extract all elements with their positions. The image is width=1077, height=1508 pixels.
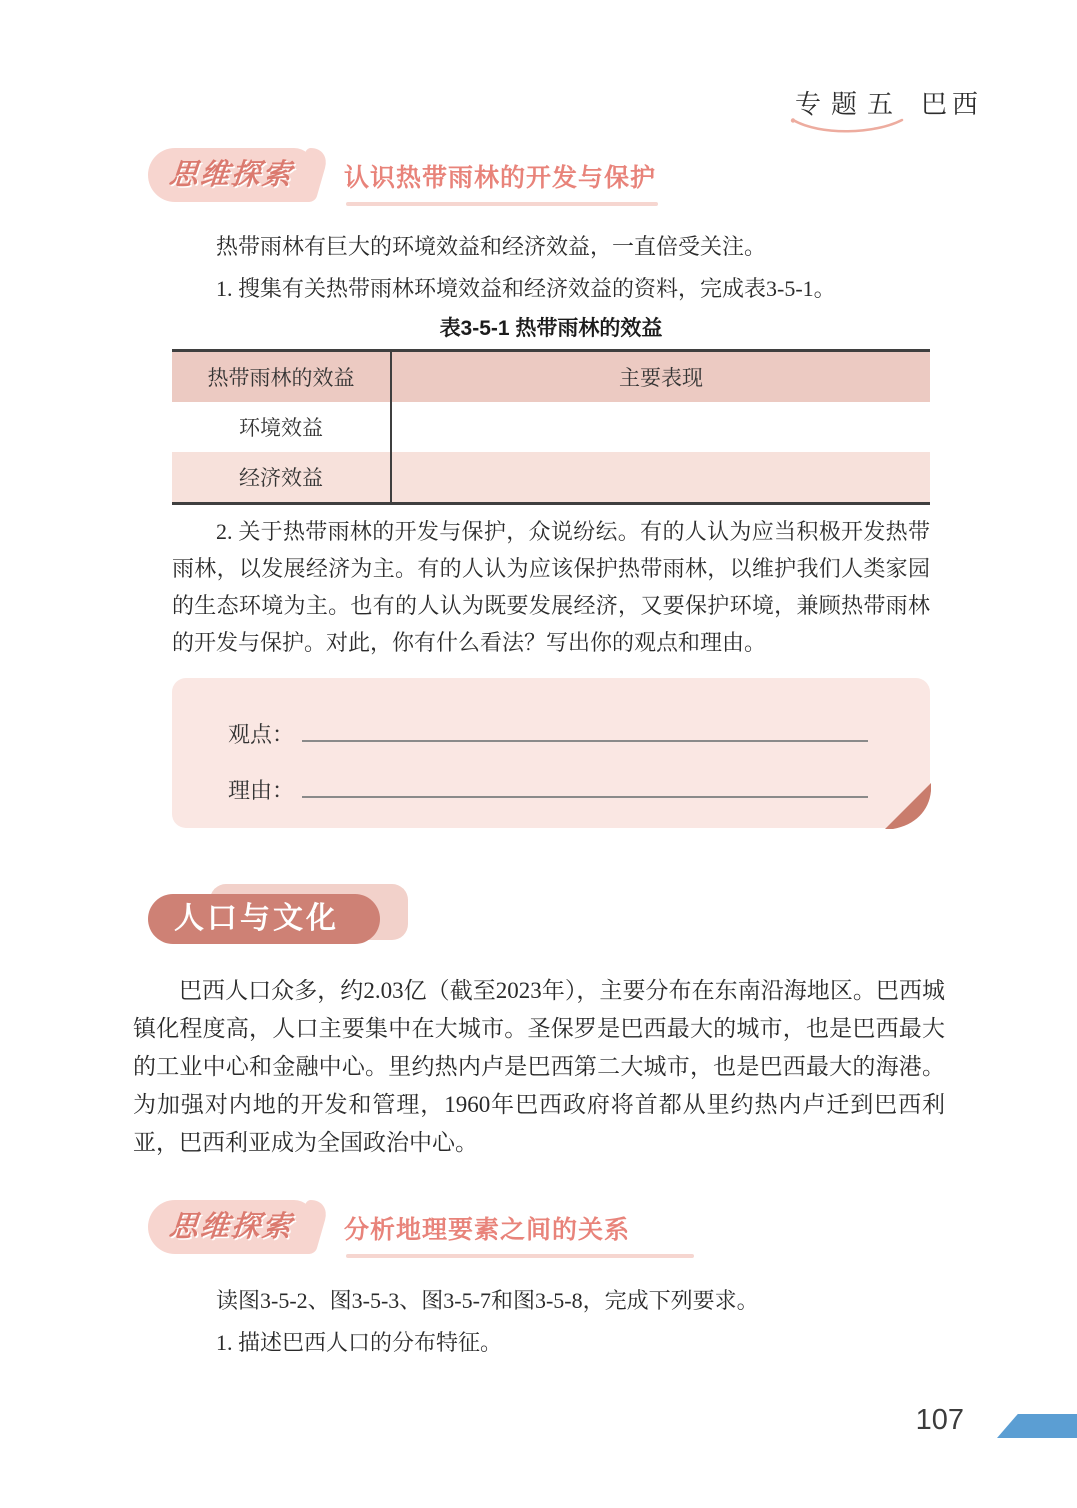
table-row-value — [392, 452, 930, 502]
task-intro-text: 读图3-5-2、图3-5-3、图3-5-7和图3-5-8，完成下列要求。 — [216, 1288, 759, 1313]
table-header-col2: 主要表现 — [619, 366, 703, 390]
explore-badge-label: 思维探索 — [167, 159, 295, 191]
swoosh-underline-icon — [789, 116, 909, 138]
chapter-label: 专题五 — [795, 89, 904, 119]
table-row — [172, 402, 930, 452]
table-row-label: 环境效益 — [172, 402, 392, 452]
task-1-text: 1. 搜集有关热带雨林环境效益和经济效益的资料，完成表3-5-1。 — [216, 276, 836, 301]
task-2-block — [172, 513, 930, 661]
explore-badge-label: 思维探索 — [167, 1211, 295, 1243]
benefits-table — [172, 349, 930, 505]
section-banner — [148, 884, 568, 950]
intro-paragraph: 热带雨林有巨大的环境效益和经济效益，一直倍受关注。 — [216, 234, 767, 259]
intro-block — [172, 226, 930, 310]
explore-badge — [148, 1200, 314, 1254]
table-header-row — [172, 352, 930, 402]
viewpoint-label: 观点： — [228, 722, 295, 748]
table-row-label: 经济效益 — [172, 452, 392, 502]
table-header-col1: 热带雨林的效益 — [172, 352, 392, 402]
banner-arc-icon — [504, 906, 522, 938]
footer-blue-bar — [997, 1414, 1077, 1438]
reason-answer-line — [302, 772, 868, 798]
reason-row — [228, 772, 868, 805]
explore-section-2-header — [148, 1200, 630, 1254]
explore-title: 分析地理要素之间的关系 — [344, 1210, 630, 1246]
page-number: 107 — [915, 1404, 964, 1436]
viewpoint-row — [228, 716, 868, 749]
explore-section-1-header — [148, 148, 656, 202]
running-head — [795, 84, 983, 121]
region-label: 巴西 — [921, 89, 984, 119]
explore-2-tasks — [172, 1280, 930, 1364]
table-row — [172, 452, 930, 502]
chapter-title — [795, 84, 903, 121]
page-fold-icon — [877, 775, 931, 829]
reason-label: 理由： — [228, 778, 295, 804]
answer-box — [172, 678, 930, 828]
task-2-text: 2. 关于热带雨林的开发与保护，众说纷纭。有的人认为应当积极开发热带雨林，以发展经济为主。有的人认为应该保护热带雨林，以维护我们人类家园的生态环境为主。也有的人认为既要发展经济，又要保护环境，兼顾热带雨林的开发与保护。对此，你有什么看法？写出你的观点和理由。 — [172, 519, 930, 655]
explore-title: 认识热带雨林的开发与保护 — [344, 158, 656, 194]
viewpoint-answer-line — [302, 716, 868, 742]
task-1-text: 1. 描述巴西人口的分布特征。 — [216, 1330, 503, 1355]
population-paragraph: 巴西人口众多，约2.03亿（截至2023年），主要分布在东南沿海地区。巴西城镇化程度高，人口主要集中在大城市。圣保罗是巴西最大的城市，也是巴西最大的工业中心和金融中心。里约热内卢是巴西第二大城市，也是巴西最大的海港。为加强对内地的开发和管理，1960年巴西政府将首都从里约热内卢迁到巴西利亚，巴西利亚成为全国政治中心。 — [133, 978, 945, 1155]
population-block — [133, 972, 945, 1162]
table-row-value — [392, 402, 930, 452]
table-caption: 表3-5-1 热带雨林的效益 — [439, 317, 663, 340]
explore-badge — [148, 148, 314, 202]
banner-title: 人口与文化 — [148, 894, 380, 944]
banner-dot-icon — [498, 898, 506, 906]
